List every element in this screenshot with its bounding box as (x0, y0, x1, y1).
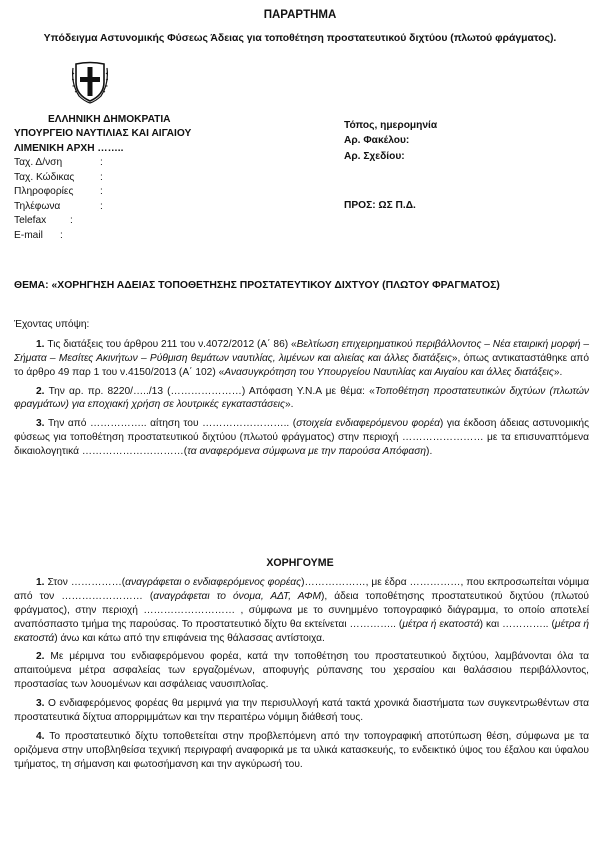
considering-intro: Έχοντας υπόψη: (14, 319, 90, 330)
italic-text: Τοποθέτηση προστατευτικών διχτύων (πλωτών φραγμάτων) για εποχιακή χρήση σε λουτρικές εγκαταστάσεις (14, 385, 590, 411)
paragraph-text: ) για έκδοση άδειας αστυνομικής φύσεως για τοποθέτηση προστατευτικού διχτύου (πλωτού φράγματος) στην περιοχή …………………… με τα επισυναπτόμενα δικαιολογητικά …………………………( (14, 418, 590, 457)
italic-text: μέτρα ή εκατοστά (14, 618, 589, 644)
grant-section (14, 576, 589, 776)
paragraph-text: Ο ενδιαφερόμενος φορέας θα μεριμνά για την περισυλλογή κατά τακτά χρονικά διαστήματα των συγκεντρωθέντων στα προστατευτικά δίχτυα απορριμμάτων και την περαιτέρω νόμιμη διάθεσή τους. (14, 698, 590, 723)
paragraph-text: ), άδεια τοποθέτησης προστατευτικού διχτύου (πλωτού φράγματος), στην περιοχή ……………………… , σύμφωνα με το συνημμένο τοπογραφικό διάγραμμα, το οποίο αποτελεί αναπόσπαστο τμήμα της παρούσας. Το προστατευτικό δίχτυ θα εκτείνεται ………….. ( (14, 590, 589, 630)
paragraph-number: 3. (36, 698, 48, 709)
greek-emblem-icon (72, 58, 108, 104)
grant-paragraph (14, 576, 589, 645)
issuer-field: Ταχ. Κώδικας : (14, 171, 103, 183)
paragraph-number: 3. (36, 418, 49, 430)
grant-paragraph (14, 730, 589, 772)
issuer-field: Ταχ. Δ/νση : (14, 157, 103, 169)
document-subtitle: Υπόδειγμα Αστυνομικής Φύσεως Άδειας για τοποθέτηση προστατευτικού διχτύου (πλωτού φράγματος). (43, 33, 557, 44)
paragraph-text: Το προστατευτικό δίχτυ τοποθετείται στην προβλεπόμενη από την τοπογραφική αποτύπωση θέση, σύμφωνα με τα οριζόμενα στην υποβληθείσα τεχνική περιγραφή αναφορικά με τα υλικά κατασκευής, το ενδεικτικό ύψος του έξαλου και ύφαλου τμήματος, τη σήμανση και φωτοσήμανση και την αγκύρωσή του. (14, 730, 590, 770)
paragraph-text: Την αρ. πρ. 8220/…../13 (…………………) Απόφαση Υ.Ν.Α με θέμα: « (48, 385, 375, 397)
considering-paragraph (14, 417, 589, 459)
paragraph-text: Τις διατάξεις του άρθρου 211 του ν.4072/2012 (Α΄ 86) « (47, 338, 297, 350)
file-number: Αρ. Φακέλου: (344, 135, 410, 147)
italic-text: Ανασυγκρότηση του Υπουργείου Ναυτιλίας και Αιγαίου και άλλες διατάξεις (224, 366, 554, 378)
issuer-field: Telefax : (14, 215, 73, 227)
issuer-line-2: ΥΠΟΥΡΓΕΙΟ ΝΑΥΤΙΛΙΑΣ ΚΑΙ ΑΙΓΑΙΟΥ (14, 128, 192, 140)
draft-number: Αρ. Σχεδίου: (344, 150, 405, 162)
paragraph-text: ). (426, 446, 433, 457)
considering-section (14, 318, 589, 464)
paragraph-number: 2. (36, 385, 49, 397)
considering-list (14, 338, 589, 459)
italic-text: αναγράφεται το όνομα, ΑΔΤ, ΑΦΜ (153, 590, 321, 602)
italic-text: τα αναφερόμενα σύμφωνα με την παρούσα Απόφαση (187, 446, 427, 457)
italic-text: αναγράφεται ο ενδιαφερόμενος φορέας (125, 577, 302, 588)
place-date: Τόπος, ημερομηνία (344, 120, 438, 131)
paragraph-text: Με μέριμνα του ενδιαφερόμενου φορέα, κατά την τοποθέτηση του προστατευτικού διχτύου, λαμβάνονται όλα τα απαιτούμενα μέτρα ασφαλείας των εργαζομένων, αποφυγής ρύπανσης του χερσαίου και θαλάσσιου περιβάλλοντος, προστασίας των λουομένων και ασφάλειας ναυσιπλοΐας. (14, 651, 589, 691)
italic-text: μέτρα ή εκατοστά (402, 618, 480, 630)
paragraph-text: )………………, με έδρα ……………, που εκπροσωπείται νόμιμα από τον …………………… ( (14, 577, 590, 602)
paragraph-text: », όπως αντικαταστάθηκε από το άρθρο 49 παρ 1 του ν.4150/2013 (Α΄ 102) « (14, 352, 589, 378)
italic-text: στοιχεία ενδιαφερόμενου φορέα (296, 418, 440, 430)
paragraph-number: 4. (36, 730, 50, 742)
meta-block (344, 118, 584, 213)
grant-heading: ΧΟΡΗΓΟΥΜΕ (266, 557, 334, 569)
recipient: ΠΡΟΣ: ΩΣ Π.Δ. (344, 199, 416, 211)
issuer-block (14, 113, 254, 243)
document-title: ΠΑΡΑΡΤΗΜΑ (263, 9, 337, 21)
considering-paragraph (14, 338, 589, 380)
paragraph-text: ». (284, 399, 294, 411)
paragraph-text: ». (553, 366, 563, 378)
grant-list (14, 576, 589, 771)
issuer-line-3: ΛΙΜΕΝΙΚΗ ΑΡΧΗ …….. (14, 142, 124, 154)
italic-text: Βελτίωση επιχειρηματικού περιβάλλοντος – Νέα εταιρική μορφή – Σήματα – Μεσίτες Ακινήτων – Ρύθμιση θεμάτων ναυτιλίας, λιμένων και αλιείας και άλλες διατάξεις (14, 338, 590, 364)
issuer-line-1: ΕΛΛΗΝΙΚΗ ΔΗΜΟΚΡΑΤΙΑ (48, 114, 171, 125)
paragraph-number: 1. (36, 338, 48, 350)
paragraph-number: 2. (36, 651, 51, 663)
issuer-field: Τηλέφωνα : (14, 200, 103, 212)
grant-paragraph (14, 697, 589, 725)
paragraph-text: Στον ……………( (47, 577, 126, 588)
paragraph-text: ) και ………….. ( (479, 618, 555, 630)
paragraph-number: 1. (36, 577, 48, 588)
issuer-field: E-mail : (14, 229, 63, 241)
paragraph-text: ) άνω και κάτω από την επιφάνεια της θάλασσας αντίστοιχα. (54, 632, 325, 644)
grant-paragraph (14, 650, 589, 692)
subject-line: ΘΕΜΑ: «ΧΟΡΗΓΗΣΗ ΑΔΕΙΑΣ ΤΟΠΟΘΕΤΗΣΗΣ ΠΡΟΣΤΑΤΕΥΤΙΚΟΥ ΔΙΧΤΥΟΥ (ΠΛΩΤΟΥ ΦΡΑΓΜΑΤΟΣ) (14, 280, 500, 291)
considering-paragraph (14, 385, 589, 413)
paragraph-text: Την από …………….. αίτηση του …………………….. ( (48, 418, 297, 430)
issuer-field: Πληροφορίες : (14, 186, 103, 198)
